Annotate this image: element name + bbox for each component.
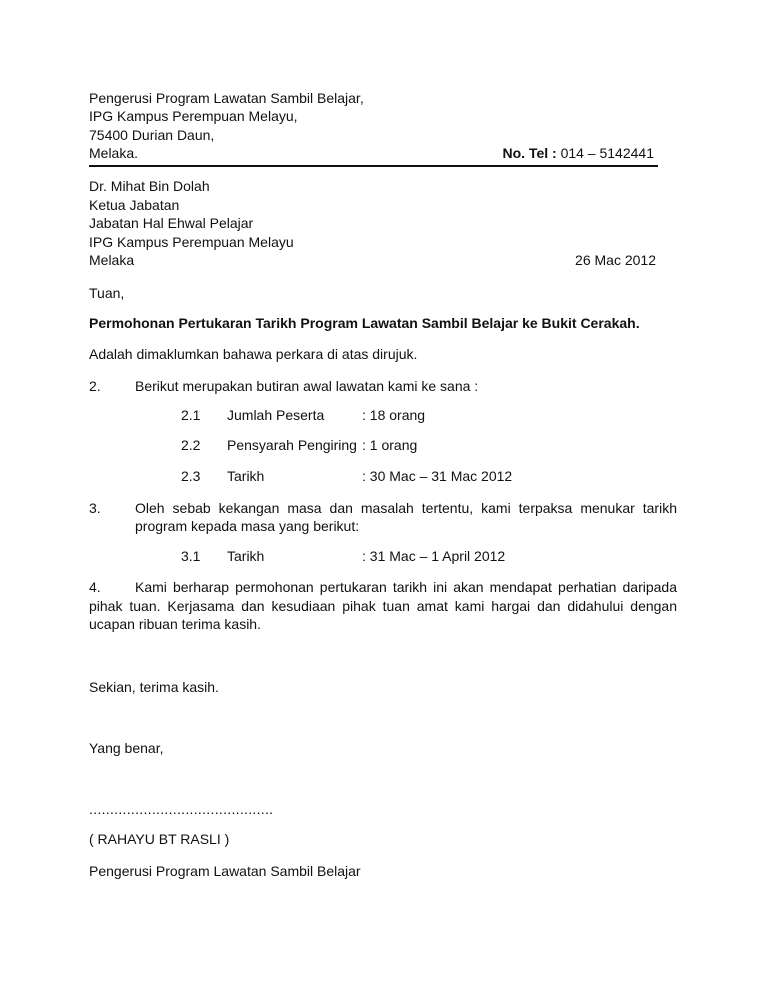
item-value: : 1 orang [362,437,418,453]
header-divider [89,165,658,167]
item-value: : 18 orang [362,407,426,423]
item-number: 2.1 [181,407,201,423]
para-3-line-1: Oleh sebab kekangan masa dan masalah tertentu, kami terpaksa menukar tarikh [135,500,677,516]
recipient-institution: IPG Kampus Perempuan Melayu [89,234,294,250]
letter-date: 26 Mac 2012 [575,252,656,268]
recipient-name: Dr. Mihat Bin Dolah [89,178,210,194]
item-label: Tarikh [227,468,265,484]
sender-line-3: 75400 Durian Daun, [89,127,215,143]
tel-line [502,144,654,162]
para-2-text: Berikut merupakan butiran awal lawatan kami ke sana : [135,378,479,394]
tel-value: 014 – 5142441 [560,145,654,161]
sender-line-4: Melaka. [89,145,139,161]
item-number: 2.2 [181,437,201,453]
item-label: Pensyarah Pengiring [227,437,357,453]
recipient-dept: Jabatan Hal Ehwal Pelajar [89,215,254,231]
sender-line-1: Pengerusi Program Lawatan Sambil Belajar, [89,90,364,106]
intro-paragraph: Adalah dimaklumkan bahawa perkara di atas dirujuk. [89,346,418,362]
para-3-line-2: program kepada masa yang berikut: [135,518,360,534]
yours-sincerely: Yang benar, [89,740,164,756]
signer-title: Pengerusi Program Lawatan Sambil Belajar [89,863,361,879]
item-label: Jumlah Peserta [227,407,325,423]
item-value: : 30 Mac – 31 Mac 2012 [362,468,513,484]
sender-line-2: IPG Kampus Perempuan Melayu, [89,108,298,124]
para-4-line-1: Kami berharap permohonan pertukaran tarikh ini akan mendapat perhatian daripada [135,579,677,595]
closing-text: Sekian, terima kasih. [89,679,219,695]
item-number: 2.3 [181,468,201,484]
signature-line: ............................................ [89,801,274,817]
para-3-number: 3. [89,500,101,516]
recipient-city: Melaka [89,252,135,268]
item-label: Tarikh [227,548,265,564]
para-4-number: 4. [89,579,101,595]
para-4-line-2: pihak tuan. Kerjasama dan kesudiaan pihak tuan amat kami hargai dan didahului dengan [89,598,677,614]
tel-label: No. Tel : [502,145,557,161]
recipient-title: Ketua Jabatan [89,197,180,213]
salutation: Tuan, [89,285,125,301]
signer-name: ( RAHAYU BT RASLI ) [89,831,230,847]
para-2-number: 2. [89,378,101,394]
subject-line: Permohonan Pertukaran Tarikh Program Lawatan Sambil Belajar ke Bukit Cerakah. [89,315,640,331]
item-number: 3.1 [181,548,201,564]
para-4-line-3: ucapan ribuan terima kasih. [89,616,261,632]
item-value: : 31 Mac – 1 April 2012 [362,548,506,564]
